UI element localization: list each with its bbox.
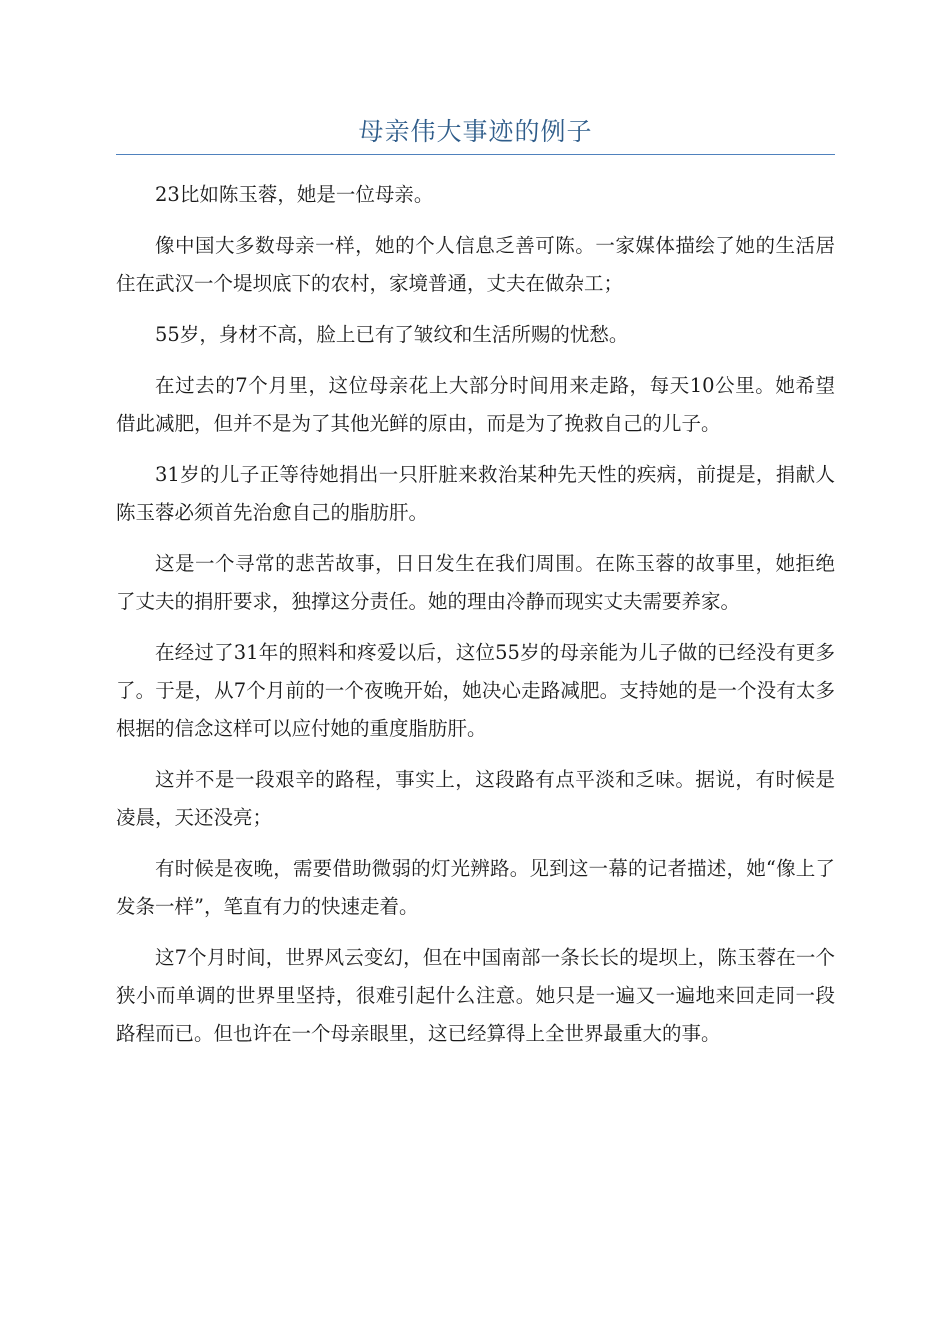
paragraph: 有时候是夜晚，需要借助微弱的灯光辨路。见到这一幕的记者描述，她“像上了发条一样”，笔直有力的快速走着。 [116,857,835,918]
document-title: 母亲伟大事迹的例子 [358,117,593,146]
paragraph: 这并不是一段艰辛的路程，事实上，这段路有点平淡和乏味。据说，有时候是凌晨，天还没亮； [116,768,835,829]
paragraph: 55岁，身材不高，脸上已有了皱纹和生活所赐的忧愁。 [155,323,629,346]
paragraph: 在经过了31年的照料和疼爱以后，这位55岁的母亲能为儿子做的已经没有更多了。于是，从7个月前的一个夜晚开始，她决心走路减肥。支持她的是一个没有太多根据的信念这样可以应付她的重度脂肪肝。 [116,641,835,740]
paragraph: 31岁的儿子正等待她捐出一只肝脏来救治某种先天性的疾病，前提是，捐献人陈玉蓉必须首先治愈自己的脂肪肝。 [116,463,835,524]
paragraph: 这是一个寻常的悲苦故事，日日发生在我们周围。在陈玉蓉的故事里，她拒绝了丈夫的捐肝要求，独撑这分责任。她的理由冷静而现实丈夫需要养家。 [116,552,835,613]
paragraph: 在过去的7个月里，这位母亲花上大部分时间用来走路，每天10公里。她希望借此减肥，但并不是为了其他光鲜的原由，而是为了挽救自己的儿子。 [116,374,835,435]
paragraph: 23比如陈玉蓉，她是一位母亲。 [155,183,434,206]
paragraph: 像中国大多数母亲一样，她的个人信息乏善可陈。一家媒体描绘了她的生活居住在武汉一个堤坝底下的农村，家境普通，丈夫在做杂工； [116,234,835,295]
document-body [116,176,835,1066]
paragraph: 这7个月时间，世界风云变幻，但在中国南部一条长长的堤坝上，陈玉蓉在一个狭小而单调的世界里坚持，很难引起什么注意。她只是一遍又一遍地来回走同一段路程而已。但也许在一个母亲眼里，这已经算得上全世界最重大的事。 [116,946,835,1045]
title-underline [116,154,835,155]
